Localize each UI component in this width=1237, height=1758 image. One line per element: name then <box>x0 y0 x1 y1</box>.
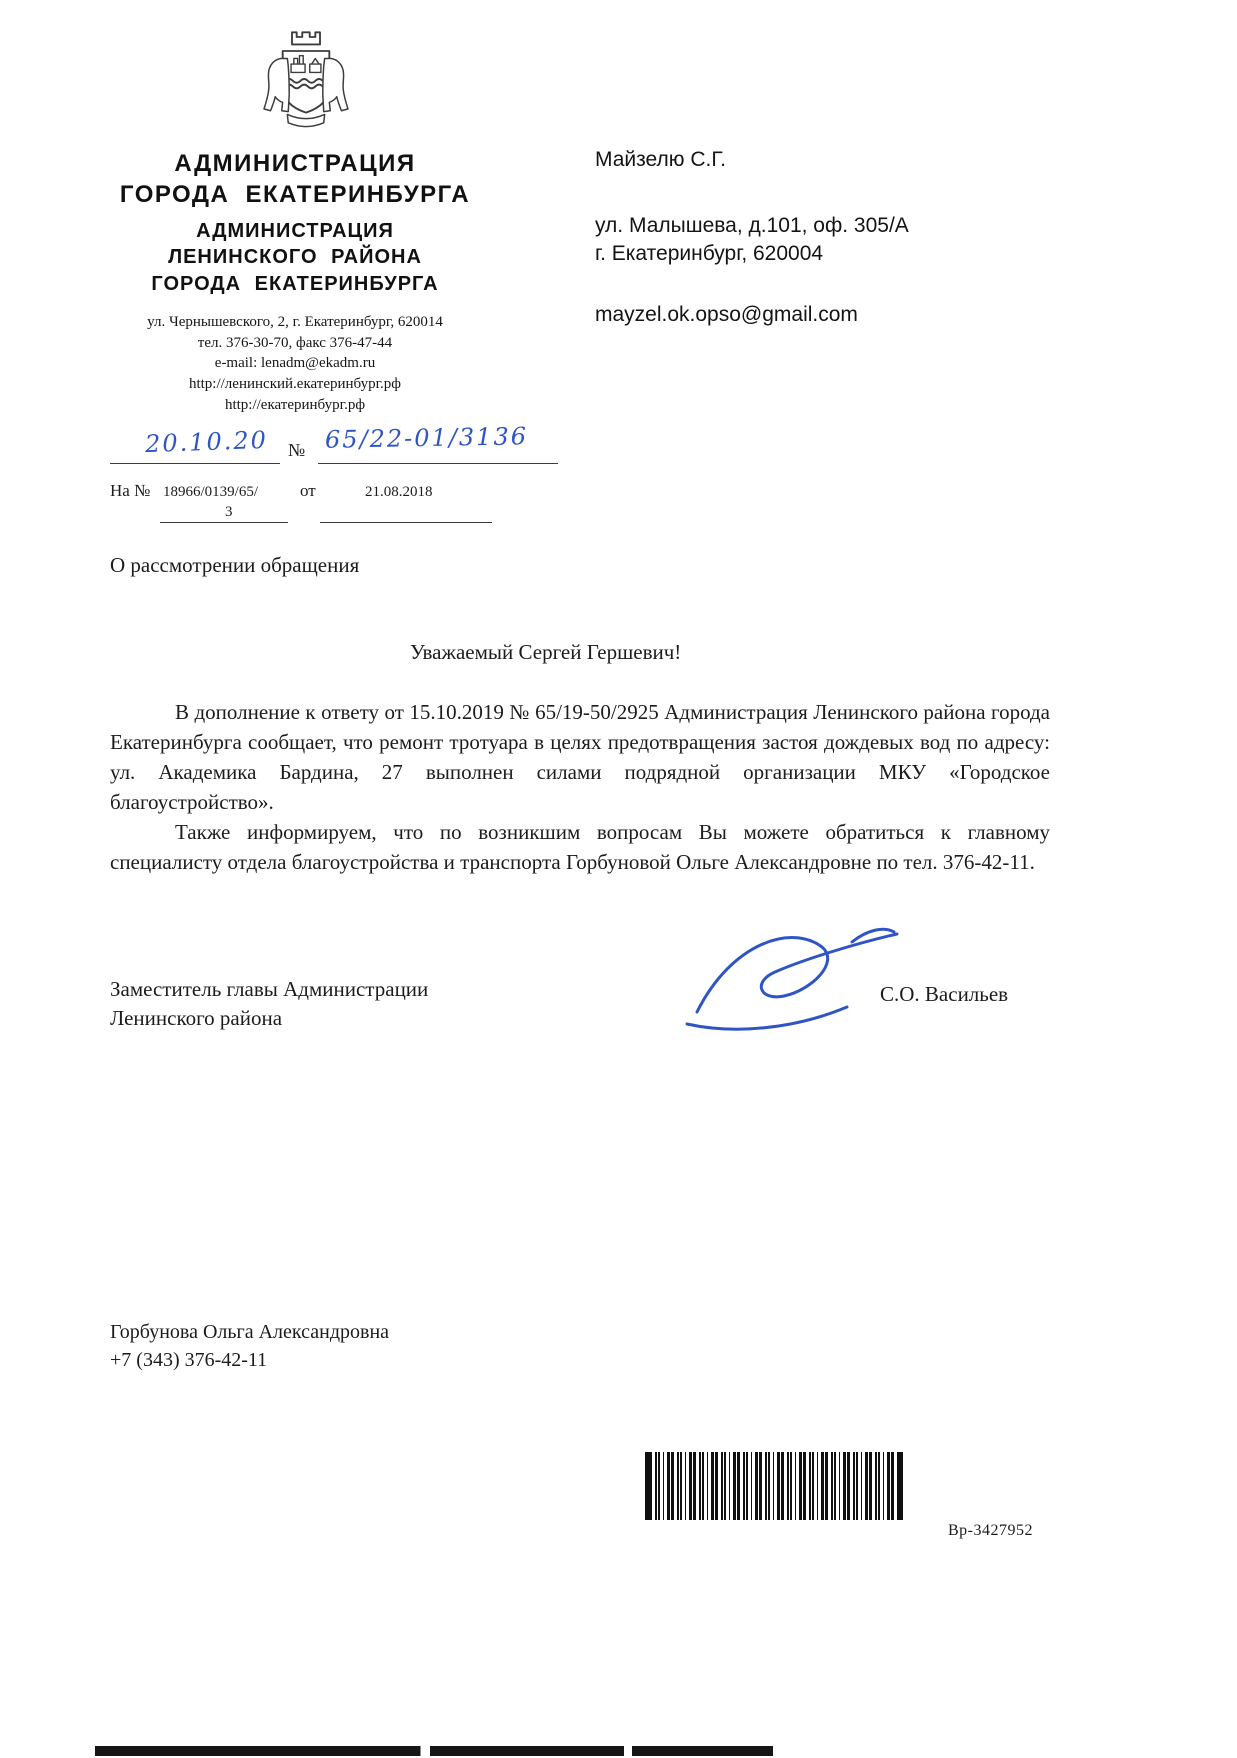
contact-address: ул. Чернышевского, 2, г. Екатеринбург, 620014 <box>147 314 443 330</box>
contact-phone: тел. 376-30-70, факс 376-47-44 <box>197 334 393 351</box>
org-name-district <box>80 218 510 297</box>
barcode-label: Вр-3427952 <box>948 1522 1033 1539</box>
number-sign: № <box>288 440 306 460</box>
incoming-date-underline <box>320 522 492 523</box>
number-underline <box>318 463 558 464</box>
scan-artifact-strip <box>95 1746 773 1756</box>
incoming-date: 21.08.2018 <box>365 484 433 500</box>
org-name-line: ГОРОДА ЕКАТЕРИНБУРГА <box>119 181 471 209</box>
signer-title <box>110 975 428 1034</box>
recipient-address-line1: ул. Малышева, д.101, оф. 305/А <box>595 214 909 237</box>
handwritten-date: 20.10.20 <box>144 425 269 459</box>
org-name-line: АДМИНИСТРАЦИЯ <box>174 150 416 177</box>
coat-of-arms-icon <box>250 20 362 138</box>
letter-subject: О рассмотрении обращения <box>110 553 360 577</box>
org-name-line: АДМИНИСТРАЦИЯ <box>196 220 394 242</box>
handwritten-outgoing-number: 65/22-01/3136 <box>324 422 529 454</box>
body-paragraph-1: В дополнение к ответу от 15.10.2019 № 65/19-50/2925 Администрация Ленинского района города Екатеринбурга сообщает, что ремонт тротуара в целях предотвращения застоя дождевых вод по адресу: ул. Академика Бардина, 27 выполнен силами подрядной организации МКУ «Городское благоустройство». <box>110 700 1050 815</box>
org-name-line: ЛЕНИНСКОГО РАЙОНА <box>168 246 422 269</box>
recipient-name: Майзелю С.Г. <box>595 148 726 171</box>
incoming-ref-label: На № <box>110 481 151 500</box>
letter-body <box>110 697 1050 877</box>
recipient-email: mayzel.ok.opso@gmail.com <box>595 303 858 326</box>
executor-phone: +7 (343) 376-42-11 <box>110 1349 268 1372</box>
signer-name: С.О. Васильев <box>880 982 1009 1006</box>
incoming-number-tail: 3 <box>225 504 233 520</box>
salutation: Уважаемый Сергей Гершевич! <box>410 640 682 664</box>
incoming-number: 18966/0139/65/ <box>163 484 259 500</box>
incoming-number-underline <box>160 522 288 523</box>
incoming-date-label: от <box>300 481 316 500</box>
contact-email: e-mail: lenadm@ekadm.ru <box>214 355 376 372</box>
recipient-address <box>595 212 909 267</box>
executor-name: Горбунова Ольга Александровна <box>110 1321 390 1343</box>
contact-website-district: http://ленинский.екатеринбург.рф <box>188 376 402 393</box>
org-name-city <box>80 148 510 210</box>
letterhead-contacts <box>80 312 510 415</box>
body-paragraph-2: Также информируем, что по возникшим вопросам Вы можете обратиться к главному специалисту отдела благоустройства и транспорта Горбуновой Ольге Александровне по тел. 376-42-11. <box>110 820 1050 875</box>
org-name-line: ГОРОДА ЕКАТЕРИНБУРГА <box>151 272 439 295</box>
date-underline <box>110 463 280 464</box>
contact-website-city: http://екатеринбург.рф <box>224 396 366 413</box>
recipient-address-line2: г. Екатеринбург, 620004 <box>595 241 824 265</box>
executor-block <box>110 1318 389 1375</box>
handwritten-signature-icon <box>672 912 924 1042</box>
signer-title-line1: Заместитель главы Администрации <box>110 977 429 1001</box>
signer-title-line2: Ленинского района <box>110 1006 283 1031</box>
barcode-icon <box>645 1452 903 1520</box>
